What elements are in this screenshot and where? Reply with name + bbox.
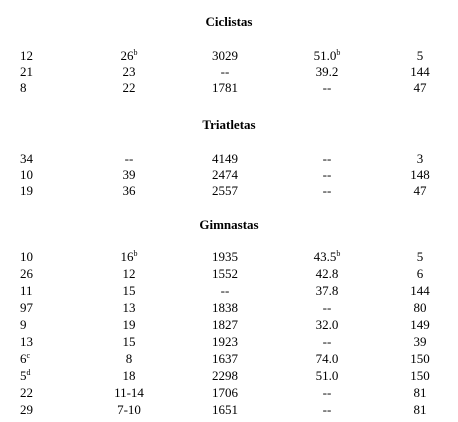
table-cell: [390, 402, 450, 418]
cell-value: 42.8: [315, 266, 339, 281]
table-row: [0, 283, 458, 299]
table-cell: [200, 183, 250, 199]
cell-value: 97: [20, 300, 33, 315]
cell-value: 29: [20, 402, 33, 417]
table-cell: [20, 300, 33, 316]
cell-value: 80: [413, 300, 427, 315]
table-cell: [20, 249, 33, 265]
table-cell: [302, 402, 352, 418]
table-cell: [200, 368, 250, 384]
table-row: [0, 167, 458, 183]
table-row: [0, 351, 458, 367]
cell-value: 34: [20, 151, 33, 166]
cell-value: 3: [416, 151, 424, 166]
cell-value: 26: [120, 48, 134, 63]
table-cell: [200, 317, 250, 333]
cell-value: 10: [20, 249, 33, 264]
cell-value: --: [322, 167, 332, 182]
cell-value: 19: [20, 183, 33, 198]
cell-value: 1651: [212, 402, 238, 417]
table-row: [0, 334, 458, 350]
table-cell: [200, 151, 250, 167]
table-cell: [104, 283, 154, 299]
cell-value: 32.0: [315, 317, 339, 332]
cell-value: 144: [410, 283, 430, 298]
cell-value: 39: [413, 334, 427, 349]
table-cell: [200, 80, 250, 96]
table-cell: [104, 351, 154, 367]
cell-value: 11: [20, 283, 33, 298]
cell-value: 149: [410, 317, 430, 332]
cell-value: 1838: [212, 300, 238, 315]
table-row: [0, 368, 458, 384]
cell-value: 81: [413, 402, 427, 417]
table-cell: [20, 385, 33, 401]
table-cell: [302, 300, 352, 316]
cell-value: 1781: [212, 80, 238, 95]
table-cell: [390, 334, 450, 350]
cell-value: 8: [125, 351, 133, 366]
section-title-gimnastas: Gimnastas: [199, 217, 259, 232]
cell-value: 19: [122, 317, 136, 332]
table-cell: [104, 266, 154, 282]
cell-value: 5: [20, 368, 27, 383]
table-cell: [104, 249, 154, 265]
cell-value: 6: [20, 351, 27, 366]
cell-value: 39: [122, 167, 136, 182]
cell-value: 51.0: [313, 48, 337, 63]
cell-value: 150: [410, 351, 430, 366]
table-cell: [200, 300, 250, 316]
table-cell: [302, 368, 352, 384]
table-row: [0, 300, 458, 316]
table-cell: [302, 183, 352, 199]
table-cell: [200, 334, 250, 350]
cell-value: 10: [20, 167, 33, 182]
cell-value: 1706: [212, 385, 238, 400]
table-cell: [200, 385, 250, 401]
cell-value: 2474: [212, 167, 238, 182]
table-cell: [200, 64, 250, 80]
cell-value: --: [322, 334, 332, 349]
footnote-marker: b: [336, 48, 341, 57]
table-cell: [390, 300, 450, 316]
cell-value: 148: [410, 167, 430, 182]
table-cell: [390, 351, 450, 367]
cell-value: 26: [20, 266, 33, 281]
cell-value: 37.8: [315, 283, 339, 298]
table-row: [0, 385, 458, 401]
table-cell: [302, 249, 352, 265]
table-cell: [302, 283, 352, 299]
cell-value: 5: [416, 48, 424, 63]
footnote-marker: d: [26, 368, 31, 377]
table-cell: [104, 80, 154, 96]
table-cell: [20, 64, 33, 80]
cell-value: 22: [122, 80, 136, 95]
cell-value: 1935: [212, 249, 238, 264]
table-cell: [302, 48, 352, 64]
table-cell: [104, 317, 154, 333]
table-cell: [302, 317, 352, 333]
table-cell: [390, 283, 450, 299]
table-row: [0, 402, 458, 418]
cell-value: --: [322, 300, 332, 315]
table-cell: [104, 64, 154, 80]
table-cell: [390, 167, 450, 183]
cell-value: 39.2: [315, 64, 339, 79]
cell-value: --: [322, 151, 332, 166]
cell-value: 21: [20, 64, 33, 79]
cell-value: 9: [20, 317, 27, 332]
table-row: [0, 249, 458, 265]
table-cell: [200, 266, 250, 282]
cell-value: 4149: [212, 151, 238, 166]
table-cell: [390, 48, 450, 64]
cell-value: 13: [122, 300, 136, 315]
cell-value: --: [220, 283, 230, 298]
section-title-triatletas: Triatletas: [202, 117, 256, 132]
table-cell: [390, 368, 450, 384]
cell-value: 36: [122, 183, 136, 198]
cell-value: 3029: [212, 48, 238, 63]
table-cell: [200, 249, 250, 265]
cell-value: 51.0: [315, 368, 339, 383]
cell-value: 11-14: [114, 385, 144, 400]
table-cell: [200, 48, 250, 64]
cell-value: 18: [122, 368, 136, 383]
cell-value: --: [322, 402, 332, 417]
table-cell: [200, 167, 250, 183]
cell-value: 12: [122, 266, 136, 281]
cell-value: 2557: [212, 183, 238, 198]
cell-value: 1827: [212, 317, 238, 332]
table-cell: [390, 151, 450, 167]
table-row: [0, 48, 458, 64]
cell-value: --: [322, 183, 332, 198]
cell-value: 15: [122, 334, 136, 349]
cell-value: 5: [416, 249, 424, 264]
footnote-marker: b: [133, 249, 138, 258]
table-cell: [20, 334, 33, 350]
cell-value: 22: [20, 385, 33, 400]
table-cell: [390, 64, 450, 80]
table-row: [0, 266, 458, 282]
table-cell: [104, 167, 154, 183]
footnote-marker: b: [336, 249, 341, 258]
table-cell: [302, 80, 352, 96]
cell-value: 2298: [212, 368, 238, 383]
cell-value: 144: [410, 64, 430, 79]
cell-value: 1552: [212, 266, 238, 281]
cell-value: 43.5: [313, 249, 337, 264]
table-cell: [390, 183, 450, 199]
table-cell: [302, 351, 352, 367]
table-cell: [302, 385, 352, 401]
footnote-marker: b: [133, 48, 138, 57]
table-cell: [390, 266, 450, 282]
table-cell: [104, 334, 154, 350]
cell-value: 23: [122, 64, 136, 79]
table-cell: [20, 167, 33, 183]
table-cell: [302, 151, 352, 167]
cell-value: 13: [20, 334, 33, 349]
cell-value: 15: [122, 283, 136, 298]
table-cell: [302, 266, 352, 282]
table-cell: [390, 385, 450, 401]
table-cell: [200, 402, 250, 418]
cell-value: 81: [413, 385, 427, 400]
table-cell: [104, 385, 154, 401]
cell-value: 150: [410, 368, 430, 383]
table-cell: [104, 300, 154, 316]
table-cell: [104, 151, 154, 167]
table-cell: [20, 317, 27, 333]
section-title-ciclistas: Ciclistas: [205, 14, 253, 29]
table-row: [0, 64, 458, 80]
cell-value: 6: [416, 266, 424, 281]
table-cell: [20, 151, 33, 167]
table-cell: [20, 351, 30, 367]
cell-value: 74.0: [315, 351, 339, 366]
table-row: [0, 317, 458, 333]
table-cell: [390, 249, 450, 265]
table-cell: [104, 368, 154, 384]
cell-value: 7-10: [117, 402, 141, 417]
cell-value: 1637: [212, 351, 238, 366]
table-cell: [390, 80, 450, 96]
footnote-marker: c: [26, 351, 31, 360]
table-cell: [302, 64, 352, 80]
table-cell: [20, 183, 33, 199]
table-cell: [104, 402, 154, 418]
cell-value: --: [220, 64, 230, 79]
table-row: [0, 183, 458, 199]
cell-value: --: [124, 151, 134, 166]
cell-value: 47: [413, 183, 427, 198]
cell-value: --: [322, 385, 332, 400]
table-cell: [20, 402, 33, 418]
table-cell: [20, 283, 33, 299]
table-cell: [104, 48, 154, 64]
cell-value: --: [322, 80, 332, 95]
table-cell: [302, 167, 352, 183]
table-cell: [20, 80, 27, 96]
table-cell: [302, 334, 352, 350]
table-cell: [104, 183, 154, 199]
table-cell: [20, 48, 33, 64]
cell-value: 16: [120, 249, 134, 264]
cell-value: 1923: [212, 334, 238, 349]
table-row: [0, 80, 458, 96]
table-cell: [390, 317, 450, 333]
table-cell: [200, 283, 250, 299]
table-cell: [20, 266, 33, 282]
table-cell: [200, 351, 250, 367]
cell-value: 47: [413, 80, 427, 95]
table-row: [0, 151, 458, 167]
cell-value: 12: [20, 48, 33, 63]
cell-value: 8: [20, 80, 27, 95]
table-cell: [20, 368, 31, 384]
